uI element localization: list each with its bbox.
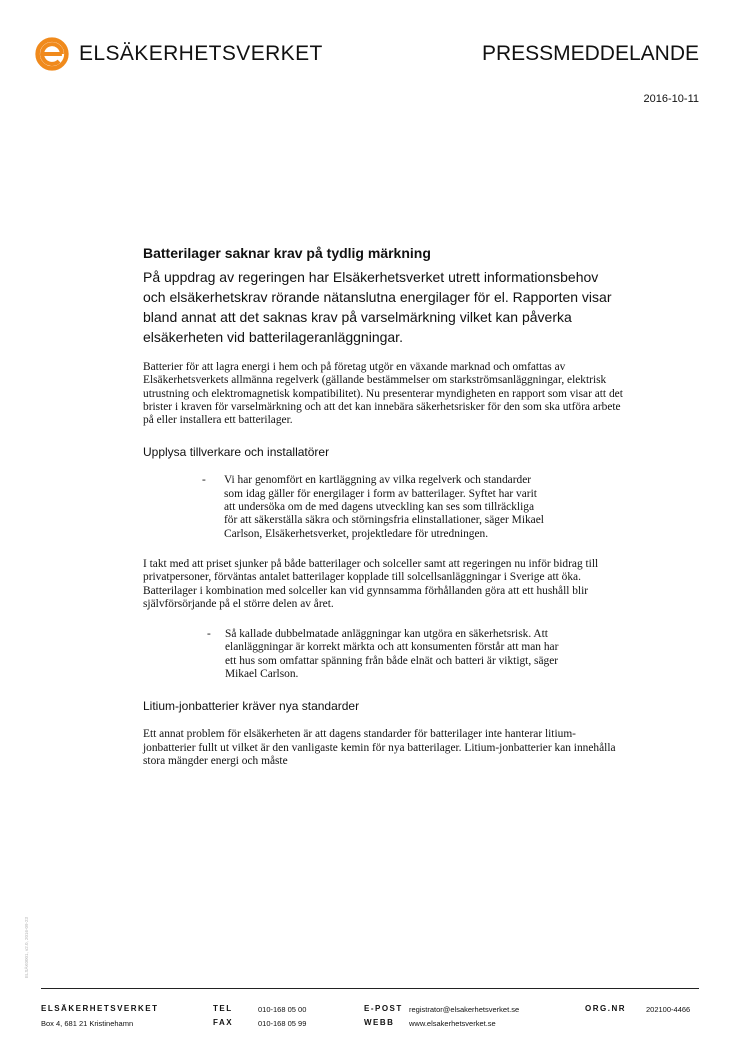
elsakerhetsverket-logo-icon — [34, 36, 70, 72]
footer-tel-label: TEL — [213, 1004, 233, 1013]
quote-2-text: Så kallade dubbelmatade anläggningar kan utgöra en säkerhetsrisk. Att elanläggningar är korrekt märkta och att konsumenten förstår att man har ett hus som omfattar spänning från både elnät och batteri är viktigt, säger Mikael Carlson. — [225, 628, 559, 681]
logo-text: ELSÄKERHETSVERKET — [79, 42, 323, 65]
document-code: ELSÄK0001, v2.0, 2016-09-23 — [24, 916, 29, 978]
quote-dash: - — [202, 474, 206, 487]
footer-orgnr-label: ORG.NR — [585, 1004, 626, 1013]
paragraph-2: I takt med att priset sjunker på både batterilager och solceller samt att regeringen nu inför bidrag till privatpersoner, förväntas antalet batterilager kopplade till solcellsanläggningar i Sverige att öka. Batterilager i kombination med solceller kan vid gynnsamma förhållanden göra att ett hushåll blir självförsörjande på el större delen av året. — [143, 557, 599, 610]
footer-email-link[interactable]: registrator@elsakerhetsverket.se — [409, 1005, 520, 1014]
logo — [34, 36, 323, 72]
quote-1-text: Vi har genomfört en kartläggning av vilka regelverk och standarder som idag gäller för energilager i form av batterilager. Syftet har varit att undersöka om de med dagens utveckling kan ses som tillräckliga för att säkerställa säkra och störningsfria elinstallationer, säger Mikael Carlson, Elsäkerhetsverket, projektledare för utredningen. — [224, 474, 544, 540]
quote-1 — [143, 474, 549, 540]
footer-divider — [41, 988, 699, 989]
footer-email-label: E-POST — [364, 1004, 403, 1013]
footer-orgnr-value: 202100-4466 — [646, 1005, 691, 1014]
footer-fax-label: FAX — [213, 1018, 234, 1027]
document-type: PRESSMEDDELANDE — [481, 42, 699, 65]
subheading-1: Upplysa tillverkare och installatörer — [143, 445, 330, 460]
footer-address: Box 4, 681 21 Kristinehamn — [41, 1019, 134, 1028]
footer-web-label: WEBB — [364, 1018, 395, 1027]
footer-fax-value: 010-168 05 99 — [258, 1019, 307, 1028]
footer-org-name: ELSÄKERHETSVERKET — [41, 1004, 159, 1013]
subheading-2: Litium-jonbatterier kräver nya standarder — [143, 699, 360, 714]
paragraph-1: Batterier för att lagra energi i hem och på företag utgör en växande marknad och omfattas av Elsäkerhetsverkets allmänna regelverk (gällande bestämmelser om starkströmsanläggningar, elektrisk utrustning och elektromagnetisk kompatibilitet). Nu presenterar myndigheten en rapport som visar att det brister i kraven för varselmärkning och att det kan innebära säkerhetsrisker för den som ska utföra arbete på eller installera ett batterilager. — [143, 361, 623, 427]
quote-dash: - — [207, 628, 211, 641]
article-lead: På uppdrag av regeringen har Elsäkerhetsverket utrett informationsbehov och elsäkerhetskrav rörande nätanslutna energilager för el. Rapporten visar bland annat att det saknas krav på varselmärkning vilket kan påverka elsäkerheten vid batterilageranläggningar. — [143, 269, 612, 345]
footer-tel-value: 010-168 05 00 — [258, 1005, 307, 1014]
quote-2 — [143, 628, 570, 681]
article-body — [143, 244, 623, 785]
paragraph-3: Ett annat problem för elsäkerheten är att dagens standarder för batterilager inte hanterar litium-jonbatterier fullt ut vilket är den vanligaste kemin för nya batterilager. Litium-jonbatterier kan innehålla stora mängder energi och måste — [143, 728, 616, 767]
document-date: 2016-10-11 — [643, 93, 699, 105]
footer-web-link[interactable]: www.elsakerhetsverket.se — [409, 1019, 496, 1028]
article-title: Batterilager saknar krav på tydlig märkning — [143, 245, 431, 261]
